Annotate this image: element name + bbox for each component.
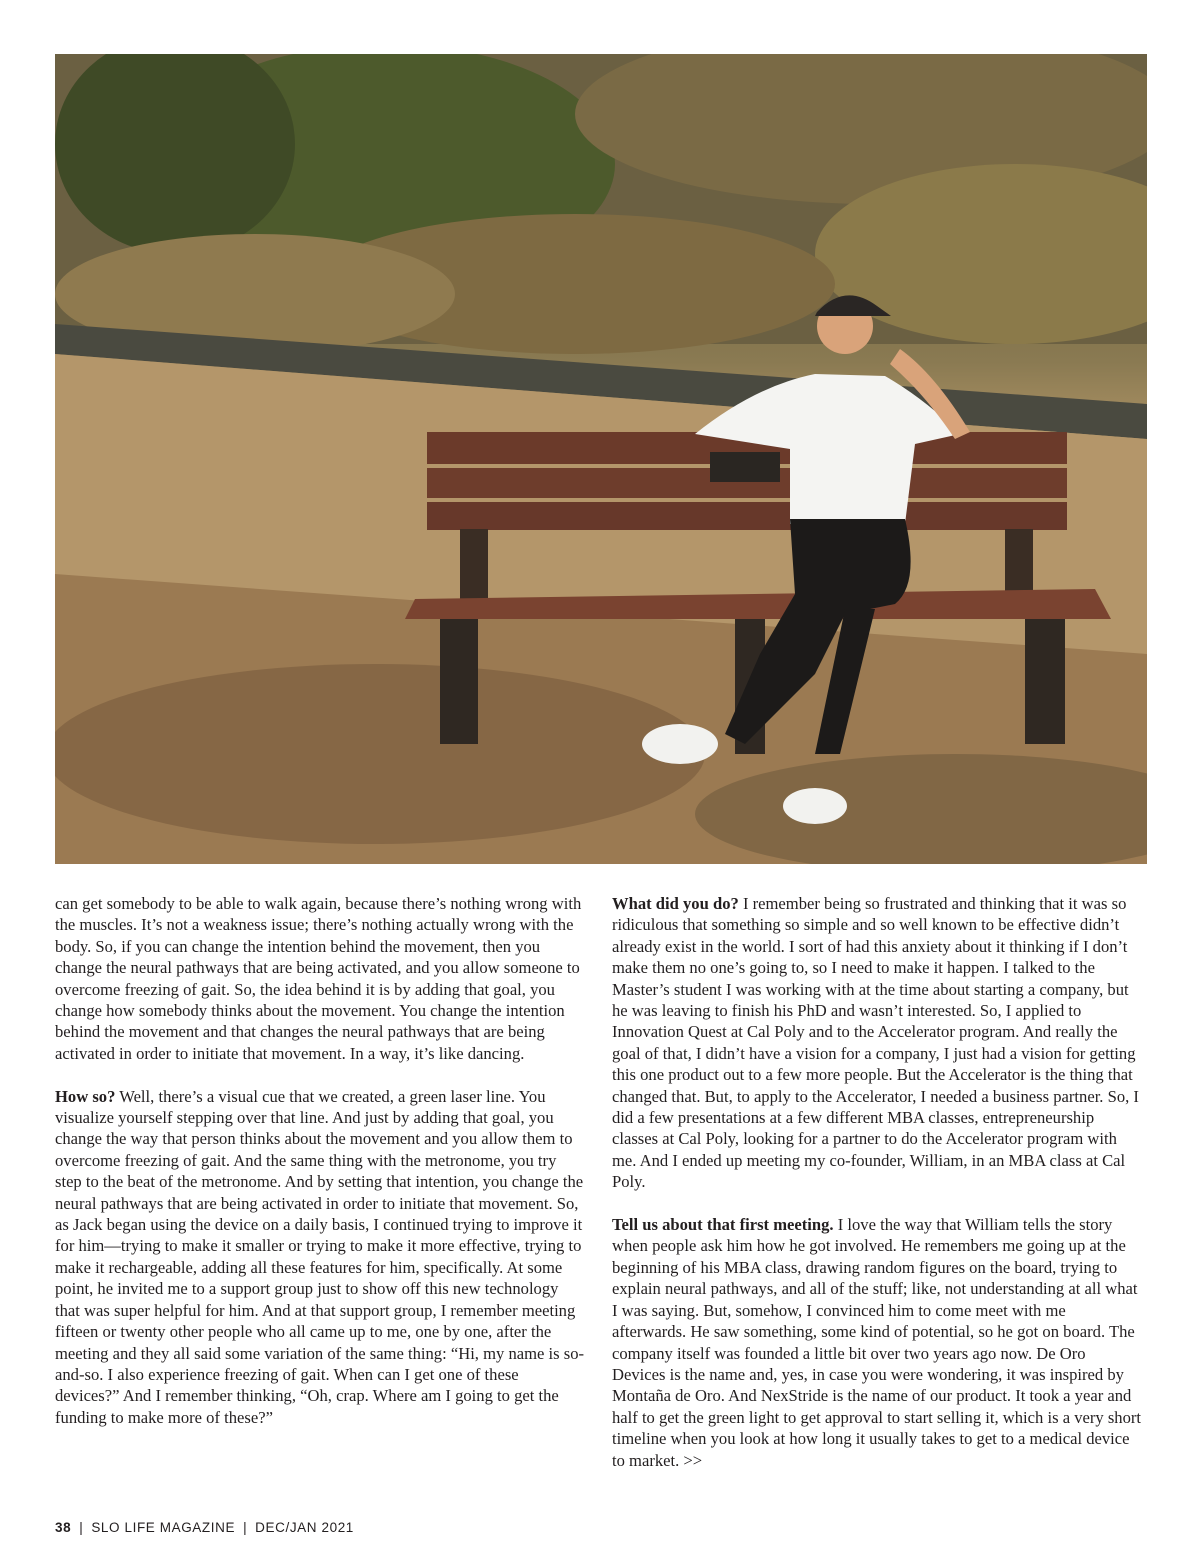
question-first-meeting: Tell us about that first meeting. — [612, 1215, 834, 1235]
page-footer — [55, 1520, 354, 1535]
answer-first-meeting: I love the way that William tells the story when people ask him how he got involved. He remembers me going up at the beginning of his MBA class, drawing random figures on the board, trying to explain neural pathways, and all of the stuff; like, not understanding at all what I was saying. But, somehow, I convinced him to come meet with me afterwards. He saw something, some kind of potential, so he got on board. The company itself was founded a little bit over two years ago now. De Oro Devices is the name and, yes, in case you were wondering, it was inspired by Montaña de Oro. And NexStride is the name of our product. It took a year and half to get the green light to get approval to start selling it, which is a very short timeline when you look at how long it usually takes to get to a medical device to market. >> — [612, 1215, 1142, 1470]
issue-date: DEC/JAN 2021 — [255, 1520, 354, 1535]
left-paragraph-2 — [55, 1086, 585, 1429]
feature-photo — [55, 54, 1147, 864]
left-paragraph-1: can get somebody to be able to walk again, because there’s nothing wrong with the muscles. It’s not a weakness issue; there’s nothing actually wrong with the body. So, if you can change the intention behind the movement, then you change the neural pathways that are being activated, and you allow someone to overcome freezing of gait. So, the idea behind it is by adding that goal, you change how somebody thinks about the movement. You change the intention behind the movement and that changes the neural pathways that are being activated in order to initiate that movement. In a way, it’s like dancing. — [55, 894, 582, 1063]
footer-separator: | — [79, 1520, 84, 1535]
answer-what-did-you-do: I remember being so frustrated and thinking that it was so ridiculous that something so simple and so well known to be effective didn’t already exist in the world. I sort of had this anxiety about it thinking if I don’t make them no one’s going to, so I need to make it happen. I talked to the Master’s student I was working with at the time about starting a company, but he was leaving to finish his PhD and wasn’t interested. So, I applied to Innovation Quest at Cal Poly and to the Accelerator program. And really the goal of that, I didn’t have a vision for a company, I just had a vision for getting this one product out to a few more people. But the Accelerator is the thing that changed that. But, to apply to the Accelerator, I needed a business partner. So, I did a few presentations at a few different MBA classes, entrepreneurship classes at Cal Poly, looking for a partner to do the Accelerator program with me. And I ended up meeting my co-founder, William, in an MBA class at Cal Poly. — [612, 894, 1139, 1192]
question-what-did-you-do: What did you do? — [612, 894, 739, 913]
photo-woman-on-bench — [55, 54, 1147, 864]
right-paragraph-1 — [612, 893, 1142, 1193]
question-how-so: How so? — [55, 1086, 116, 1106]
page-number: 38 — [55, 1520, 72, 1535]
right-paragraph-2 — [612, 1214, 1142, 1471]
left-column — [55, 893, 585, 1450]
answer-how-so: Well, there’s a visual cue that we created, a green laser line. You visualize yourself stepping over that line. And just by adding that goal, you change the way that person thinks about the movement and you allow them to overcome freezing of gait. And the same thing with the metronome, you try step to the beat of the metronome. And by setting that intention, you change the neural pathways that are being activated in order to initiate that movement. So, as Jack began using the device on a daily basis, I continued trying to improve it for him—trying to make it smaller or trying to make it more effective, trying to make it rechargeable, adding all these features for him, specifically. At some point, he invited me to a support group just to show off this new technology that was super helpful for him. And at that support group, I remember meeting fifteen or twenty other people who all came up to me, one by one, after the meeting and they all said some variation of the same thing: “Hi, my name is so-and-so. I also experience freezing of gait. When can I get one of these devices?” And I remember thinking, “Oh, crap. Where am I going to get the funding to make more of these?” — [55, 1086, 585, 1427]
footer-separator-2: | — [243, 1520, 248, 1535]
right-column — [612, 893, 1142, 1492]
magazine-name: SLO LIFE MAGAZINE — [91, 1520, 236, 1535]
